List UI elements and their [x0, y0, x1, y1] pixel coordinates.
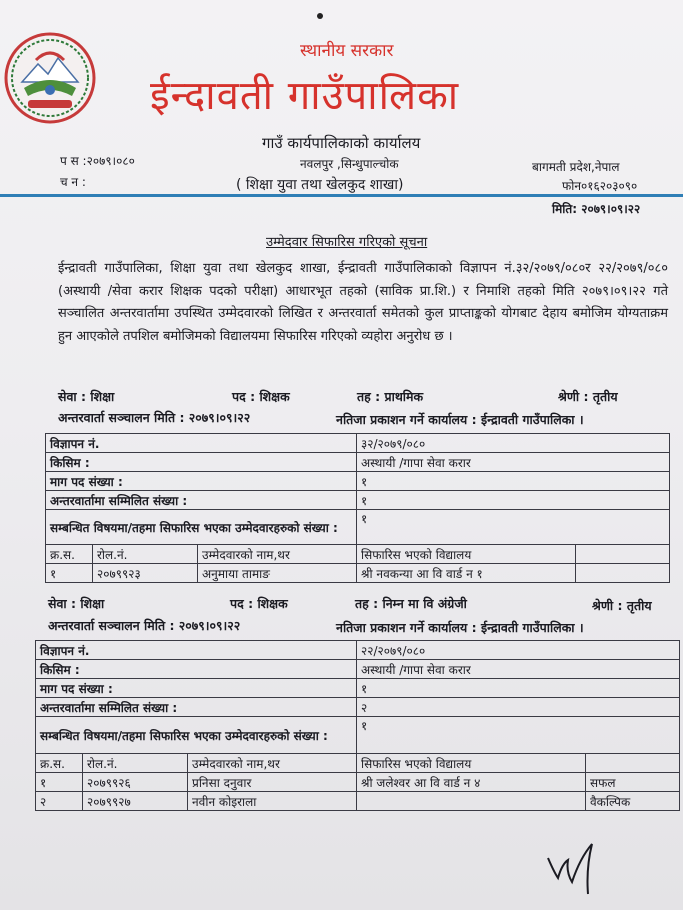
candidate-header-row — [46, 545, 670, 564]
s1-service: सेवा : शिक्षा — [58, 389, 115, 404]
header-name: उम्मेदवारको नाम,थर — [188, 754, 357, 773]
municipality-title: ईन्दावती गाउँपालिका — [150, 73, 460, 119]
s1-level: तह : प्राथमिक — [357, 389, 424, 404]
s1-publisher: नतिजा प्रकाशन गर्ने कार्यालय : ईन्द्रावती गाउँपालिका । — [336, 412, 584, 427]
candidate-status — [576, 564, 670, 583]
candidate-school: श्री नवकन्या आ वि वार्ड न १ — [357, 564, 576, 583]
header-school: सिफारिस भएको विद्यालय — [357, 754, 586, 773]
s2-post: पद : शिक्षक — [230, 596, 288, 611]
reference-number: प स :२०७९।०८० — [60, 154, 135, 168]
table-row — [46, 510, 670, 545]
row-value: २ — [357, 698, 680, 717]
row-value: २२/२०७९/०८० — [357, 641, 680, 660]
row-label: किसिम : — [36, 660, 357, 679]
table-row — [46, 491, 670, 510]
table-row — [46, 453, 670, 472]
row-value: १ — [357, 472, 670, 491]
row-label: सम्बन्धित विषयमा/तहमा सिफारिस भएका उम्मेदवारहरुको संख्या : — [46, 510, 357, 545]
candidate-header-row — [36, 754, 680, 773]
signature-icon — [540, 838, 620, 898]
table-row — [36, 660, 680, 679]
table-row — [36, 641, 680, 660]
candidate-name: अनुमाया तामाङ — [198, 564, 357, 583]
table-row — [36, 717, 680, 754]
s2-service: सेवा : शिक्षा — [48, 596, 105, 611]
candidate-status: सफल — [586, 773, 680, 792]
header-status — [576, 545, 670, 564]
dispatch-number: च न : — [60, 175, 86, 189]
row-label: सम्बन्धित विषयमा/तहमा सिफारिस भएका उम्मेदवारहरुको संख्या : — [36, 717, 357, 754]
candidate-roll: २०७९९२७ — [83, 792, 188, 811]
row-label: माग पद संख्या : — [46, 472, 357, 491]
table-row — [36, 698, 680, 717]
row-label: विज्ञापन नं. — [36, 641, 357, 660]
section2-table — [35, 640, 680, 811]
candidate-sn: २ — [36, 792, 83, 811]
s2-level: तह : निम्न मा वि अंग्रेजी — [355, 596, 467, 611]
header-status — [586, 754, 680, 773]
row-value: अस्थायी /गापा सेवा करार — [357, 660, 680, 679]
table-row — [46, 472, 670, 491]
header-divider — [0, 194, 683, 197]
local-government-subtitle: स्थानीय सरकार — [300, 41, 394, 61]
candidate-name: प्रनिसा दनुवार — [188, 773, 357, 792]
candidate-row — [36, 792, 680, 811]
s1-class: श्रेणी : तृतीय — [558, 389, 618, 404]
letter-date: मिति: २०७९।०९।२२ — [552, 202, 641, 216]
branch-name: ( शिक्षा युवा तथा खेलकुद शाखा) — [236, 177, 404, 193]
candidate-roll: २०७९९२३ — [93, 564, 198, 583]
row-value: १ — [357, 510, 670, 545]
s2-interview-date: अन्तरवार्ता सञ्चालन मिति : २०७९।०९।२२ — [48, 618, 241, 633]
s2-publisher: नतिजा प्रकाशन गर्ने कार्यालय : ईन्द्रावती गाउँपालिका । — [336, 620, 584, 635]
candidate-name: नवीन कोइराला — [188, 792, 357, 811]
header-roll: रोल.नं. — [93, 545, 198, 564]
row-label: किसिम : — [46, 453, 357, 472]
row-label: अन्तरवार्तामा सम्मिलित संख्या : — [36, 698, 357, 717]
nepal-emblem-icon — [2, 30, 98, 126]
row-value: अस्थायी /गापा सेवा करार — [357, 453, 670, 472]
s1-interview-date: अन्तरवार्ता सञ्चालन मिति : २०७९।०९।२२ — [58, 410, 251, 425]
row-value: १ — [357, 679, 680, 698]
table-row — [46, 434, 670, 453]
candidate-roll: २०७९९२६ — [83, 773, 188, 792]
s2-class: श्रेणी : तृतीय — [592, 598, 652, 613]
row-label: माग पद संख्या : — [36, 679, 357, 698]
header-sn: क्र.स. — [46, 545, 93, 564]
candidate-row — [46, 564, 670, 583]
candidate-status: वैकल्पिक — [586, 792, 680, 811]
candidate-school: श्री जलेश्वर आ वि वार्ड न ४ — [357, 773, 586, 792]
notice-body: ईन्द्रावती गाउँपालिका, शिक्षा युवा तथा खेलकुद शाखा, ईन्द्रावती गाउँपालिकाको विज्ञापन नं.३२/२०७९/०८०र २२/२०७९/०८० (अस्थायी /सेवा करार शिक्षक पदको परीक्षा) आधारभूत तहको (साविक प्रा.शि.) र निमाशि तहको मिति २०७९।०९।२२ गते सञ्चालित अन्तरवार्तामा उपस्थित उम्मेदवारको लिखित र अन्तरवार्ता समेतको कुल प्राप्ताङ्कको योगबाट देहाय बमोजिम योग्यताक्रम हुन आएकोले तपशिल बमोजिमको विद्यालयमा सिफारिस गरिएको व्यहोरा अनुरोध छ । — [58, 261, 668, 344]
candidate-row — [36, 773, 680, 792]
candidate-sn: १ — [36, 773, 83, 792]
notice-title: उम्मेदवार सिफारिस गरिएको सूचना — [266, 235, 428, 250]
office-name: गाउँ कार्यपालिकाको कार्यालय — [262, 134, 421, 152]
header-name: उम्मेदवारको नाम,थर — [198, 545, 357, 564]
s1-post: पद : शिक्षक — [232, 389, 290, 404]
row-value: ३२/२०७९/०८० — [357, 434, 670, 453]
row-value: १ — [357, 717, 680, 754]
header-roll: रोल.नं. — [83, 754, 188, 773]
province-text: बागमती प्रदेश,नेपाल — [532, 160, 620, 174]
header-sn: क्र.स. — [36, 754, 83, 773]
header-school: सिफारिस भएको विद्यालय — [357, 545, 576, 564]
hole-punch-dot — [317, 13, 323, 19]
candidate-school — [357, 792, 586, 811]
row-value: १ — [357, 491, 670, 510]
section1-table — [45, 433, 670, 583]
office-address: नवलपुर ,सिन्धुपाल्चोक — [300, 157, 399, 171]
candidate-sn: १ — [46, 564, 93, 583]
table-row — [36, 679, 680, 698]
row-label: अन्तरवार्तामा सम्मिलित संख्या : — [46, 491, 357, 510]
phone-number: फोन०१६२०३०९० — [562, 179, 638, 193]
row-label: विज्ञापन नं. — [46, 434, 357, 453]
